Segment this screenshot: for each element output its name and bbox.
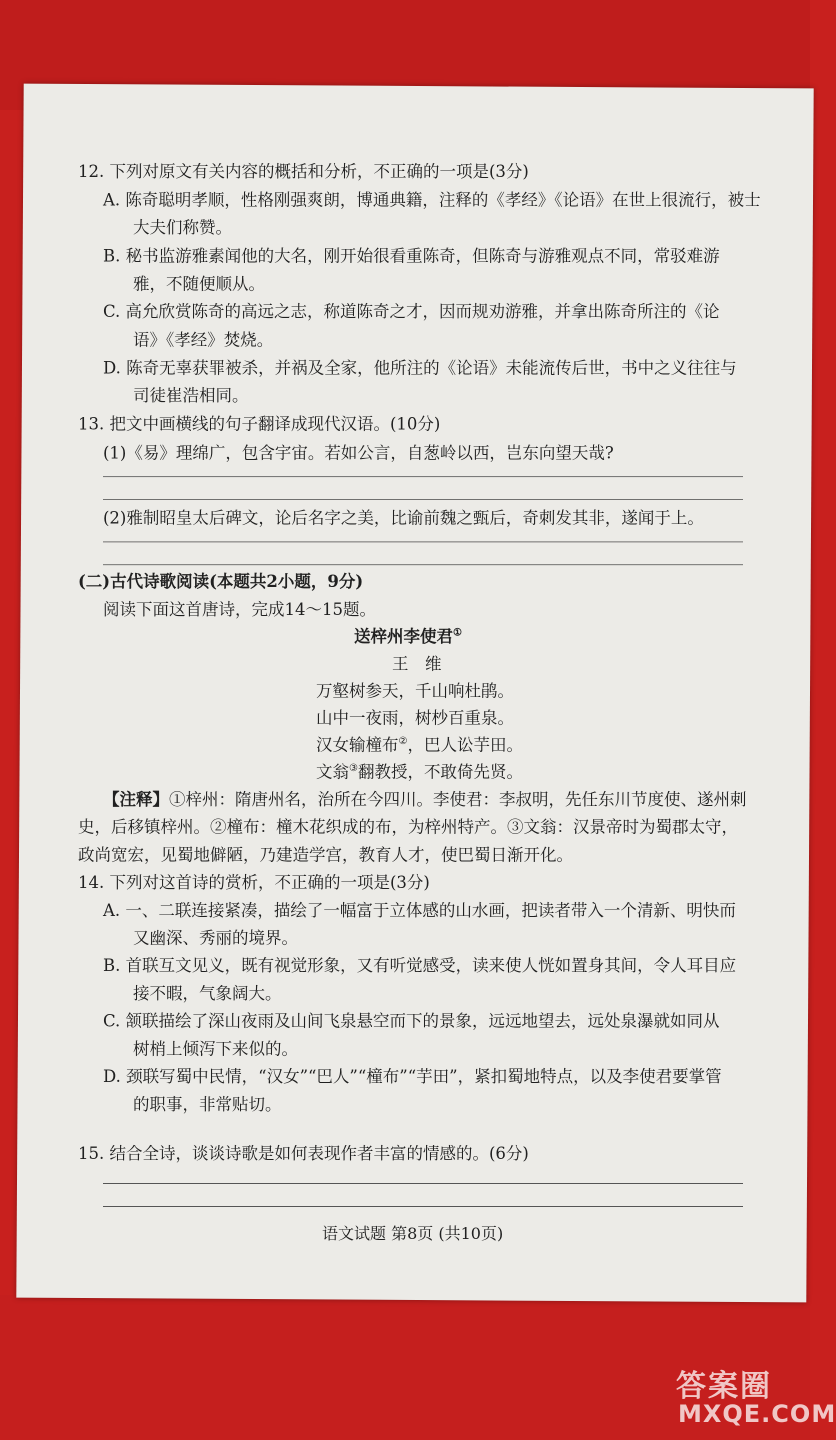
q15-stem: 15. 结合全诗，谈谈诗歌是如何表现作者丰富的情感的。(6分) — [78, 1144, 529, 1163]
q14-option-d-line2: 的职事，非常贴切。 — [133, 1094, 282, 1114]
q13-sentence-2: (2)雅制昭皇太后碑文，论后名字之美，比谕前魏之甄后，奇刺发其非，遂闻于上。 — [103, 508, 704, 528]
section2-heading: (二)古代诗歌阅读(本题共2小题，9分) — [78, 572, 364, 592]
q15-answer-line-1[interactable] — [103, 1183, 743, 1184]
q13-answer-line-1b[interactable] — [103, 499, 743, 500]
poem-line-2: 山中一夜雨，树杪百重泉。 — [316, 708, 514, 728]
q14-option-a-line2: 又幽深、秀丽的境界。 — [133, 928, 298, 948]
poem-title — [354, 629, 462, 646]
watermark-url: MXQE.COM — [678, 1400, 836, 1428]
poem-line-1: 万壑树参天，千山响杜鹃。 — [316, 681, 514, 701]
q14-option-a-line1: A. 一、二联连接紧凑，描绘了一幅富于立体感的山水画，把读者带入一个清新、明快而 — [103, 900, 736, 920]
poem-line-4-part-a: 文翁 — [316, 762, 349, 782]
q15-answer-line-2[interactable] — [103, 1206, 743, 1207]
poem-title-text: 送梓州李使君 — [354, 627, 453, 647]
q13-answer-line-2a[interactable] — [103, 541, 743, 542]
q12-option-d-line1: D. 陈奇无辜获罪被杀，并祸及全家，他所注的《论语》未能流传后世，书中之义往往与 — [103, 358, 737, 378]
poem-author: 王 维 — [392, 654, 442, 674]
q14-option-c-line1: C. 颔联描绘了深山夜雨及山间飞泉悬空而下的景象，远远地望去，远处泉瀑就如同从 — [103, 1011, 720, 1031]
q13-stem: 13. 把文中画横线的句子翻译成现代汉语。(10分) — [78, 414, 441, 434]
q12-option-d-line2: 司徒崔浩相同。 — [133, 386, 249, 406]
poem-line-3-part-b: ，巴人讼芋田。 — [407, 735, 523, 755]
poem-notes-line-1 — [103, 789, 747, 809]
q14-option-d-line1: D. 颈联写蜀中民情，“汉女”“巴人”“橦布”“芋田”，紧扣蜀地特点，以及李使君要掌管 — [103, 1067, 722, 1087]
poem-notes-text-1: ①梓州：隋唐州名，治所在今四川。李使君：李叔明，先任东川节度使、遂州刺 — [169, 789, 747, 809]
q12-stem: 12. 下列对原文有关内容的概括和分析，不正确的一项是(3分) — [78, 161, 529, 181]
poem-line-3 — [316, 737, 523, 754]
poem-line-4 — [316, 764, 523, 781]
poem-notes-line-3: 政尚宽宏，见蜀地僻陋，乃建造学宫，教育人才，使巴蜀日渐开化。 — [78, 845, 573, 865]
page-footer: 语文试题 第8页 (共10页) — [322, 1224, 504, 1243]
poem-title-note-mark: ① — [453, 627, 462, 639]
watermark-logo: 答案圈 — [676, 1369, 772, 1404]
poem-notes-label: 【注释】 — [103, 789, 169, 809]
q14-option-b-line1: B. 首联互文见义，既有视觉形象，又有听觉感受，读来使人恍如置身其间，令人耳目应 — [103, 956, 737, 976]
q14-stem: 14. 下列对这首诗的赏析，不正确的一项是(3分) — [78, 873, 430, 893]
site-watermark — [664, 1369, 836, 1440]
q13-answer-line-2b[interactable] — [103, 564, 743, 565]
q12-option-b-line2: 雅，不随便顺从。 — [133, 274, 265, 294]
poem-notes-line-2: 史，后移镇梓州。②橦布：橦木花织成的布，为梓州特产。③文翁：汉景帝时为蜀郡太守， — [78, 817, 738, 837]
poem-line-3-note-mark: ② — [398, 736, 408, 748]
poem-line-3-part-a: 汉女输橦布 — [316, 735, 399, 755]
q13-sentence-1: (1)《易》理绵广，包含宇宙。若如公言，自葱岭以西，岂东向望天哉? — [103, 443, 614, 463]
q13-answer-line-1a[interactable] — [103, 476, 743, 477]
poem-line-4-part-b: 翻教授，不敢倚先贤。 — [357, 762, 523, 782]
q12-option-c-line1: C. 高允欣赏陈奇的高远之志，称道陈奇之才，因而规劝游雅，并拿出陈奇所注的《论 — [103, 302, 720, 322]
q12-option-c-line2: 语》《孝经》焚烧。 — [133, 330, 274, 350]
q12-option-a-line2: 大夫们称赞。 — [133, 218, 232, 238]
q14-option-b-line2: 接不暇，气象阔大。 — [133, 983, 282, 1003]
q12-option-a-line1: A. 陈奇聪明孝顺，性格刚强爽朗，博通典籍，注释的《孝经》《论语》在世上很流行，被士 — [103, 190, 761, 210]
section2-intro: 阅读下面这首唐诗，完成14～15题。 — [103, 599, 376, 619]
poem-line-4-note-mark: ③ — [349, 763, 358, 775]
q14-option-c-line2: 树梢上倾泻下来似的。 — [133, 1039, 298, 1059]
q12-option-b-line1: B. 秘书监游雅素闻他的大名，刚开始很看重陈奇，但陈奇与游雅观点不同，常驳难游 — [103, 246, 720, 266]
